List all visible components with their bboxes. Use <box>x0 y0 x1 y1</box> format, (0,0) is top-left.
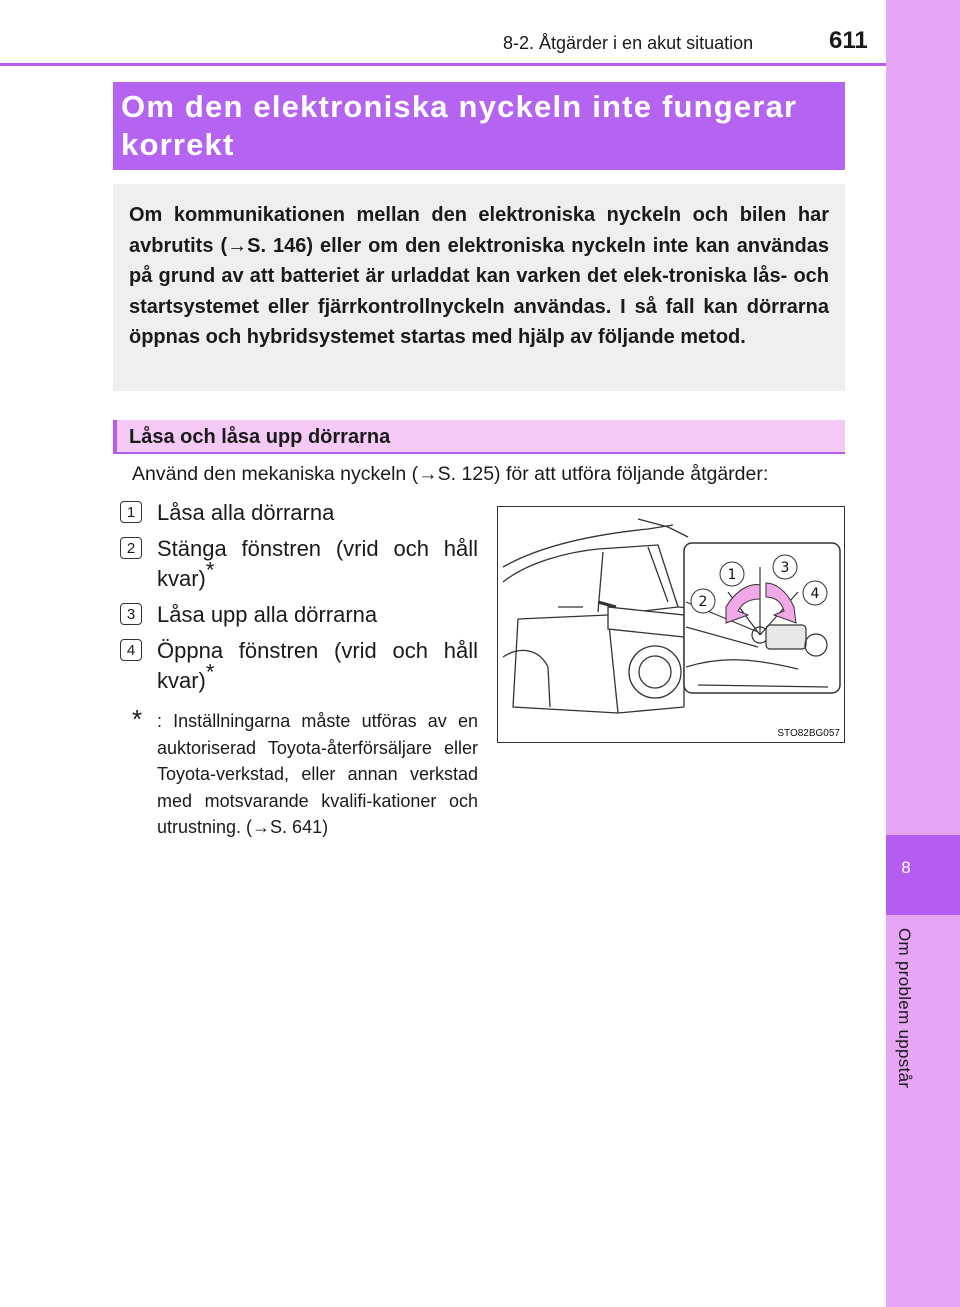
figure-label-1: 1 <box>727 567 737 583</box>
step-star: * <box>205 659 215 685</box>
step-badge: 2 <box>120 537 142 559</box>
intro-box <box>113 184 845 391</box>
step-badge: 4 <box>120 639 142 661</box>
step-badge: 3 <box>120 603 142 625</box>
footnote-mark: * <box>132 704 143 734</box>
footnote <box>120 704 478 841</box>
step-text: Öppna fönstren (vrid och håll kvar) <box>157 638 478 693</box>
step-item <box>120 534 478 594</box>
figure-label-4: 4 <box>810 586 820 602</box>
step-item <box>120 600 478 630</box>
chapter-title: Om problem uppstår <box>895 928 914 1089</box>
step-text: Låsa alla dörrarna <box>157 500 335 525</box>
section-title: 8-2. Åtgärder i en akut situation <box>503 33 754 53</box>
step-text: Stänga fönstren (vrid och håll kvar) <box>157 536 478 591</box>
figure-code: STO82BG057 <box>777 728 840 739</box>
figure-label-3: 3 <box>780 560 790 576</box>
chapter-number: 8 <box>901 858 911 877</box>
intro-text: Om kommunikationen mellan den elektroniska nyckeln och bilen har avbrutits (→S. 146) eller om den elektroniska nyckeln inte kan användas på grund av att batteriet är urladdat kan varken det elek-troniska lås- och startsystemet eller fjärrkontrollnyckeln användas. I så fall kan dörrarna öppnas och hybridsystemet startas med hjälp av följande metod. <box>129 204 829 349</box>
page-number: 611 <box>829 27 868 54</box>
car-door-key-illustration <box>497 506 845 743</box>
header-rule <box>0 63 886 66</box>
subsection-title: Låsa och låsa upp dörrarna <box>129 426 391 448</box>
step-item <box>120 498 478 528</box>
step-badge: 1 <box>120 501 142 523</box>
sidebar <box>886 0 960 1307</box>
step-text: Låsa upp alla dörrarna <box>157 602 378 627</box>
car-illustration <box>498 507 845 743</box>
subsection-heading <box>113 420 845 454</box>
figure-label-2: 2 <box>698 594 708 610</box>
instruction-text: Använd den mekaniska nyckeln (→S. 125) för att utföra följande åtgärder: <box>132 463 769 485</box>
step-star: * <box>205 557 215 583</box>
title-box <box>113 82 845 170</box>
footnote-text: : Inställningarna måste utföras av en auktoriserad Toyota-återförsäljare eller Toyota-verkstad, eller annan verkstad med motsvarande kvalifi-kationer och utrustning. (→S. 641) <box>157 711 478 837</box>
step-item <box>120 636 478 696</box>
page-title: Om den elektroniska nyckeln inte fungerar korrekt <box>121 89 798 162</box>
step-list <box>120 498 478 841</box>
